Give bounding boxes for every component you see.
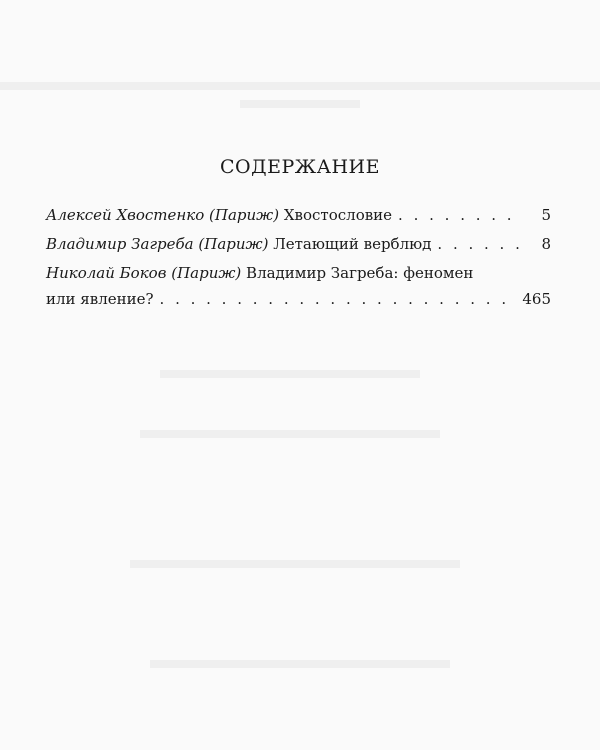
- bleed-through-text: [0, 82, 600, 90]
- toc-title: Владимир Загреба: феномен: [246, 264, 474, 282]
- toc-leader-dots: [160, 287, 517, 311]
- page-title: СОДЕРЖАНИЕ: [220, 156, 380, 178]
- toc-page-number: 465: [522, 290, 551, 308]
- toc-place: (Париж): [171, 264, 242, 282]
- bleed-through-text: [130, 560, 460, 568]
- toc-place: (Париж): [209, 206, 280, 224]
- toc-title: Летающий верблюд: [273, 235, 432, 253]
- bleed-through-text: [240, 100, 360, 108]
- toc-author: Николай Боков: [46, 264, 167, 282]
- toc-page-number: 8: [541, 235, 551, 253]
- toc-page-number: 5: [541, 206, 551, 224]
- toc-title-continued: или явление?: [46, 290, 154, 308]
- toc-leader-dots: [398, 203, 519, 227]
- toc-entry[interactable]: [46, 261, 551, 311]
- toc-title: Хвостословие: [283, 206, 393, 224]
- toc-place: (Париж): [198, 235, 269, 253]
- toc-entry[interactable]: [46, 232, 551, 256]
- toc-author: Алексей Хвостенко: [46, 206, 205, 224]
- table-of-contents: [46, 203, 551, 311]
- bleed-through-text: [140, 430, 440, 438]
- toc-leader-dots: [437, 232, 519, 256]
- toc-author: Владимир Загреба: [46, 235, 194, 253]
- bleed-through-text: [160, 370, 420, 378]
- toc-entry[interactable]: [46, 203, 551, 227]
- bleed-through-text: [150, 660, 450, 668]
